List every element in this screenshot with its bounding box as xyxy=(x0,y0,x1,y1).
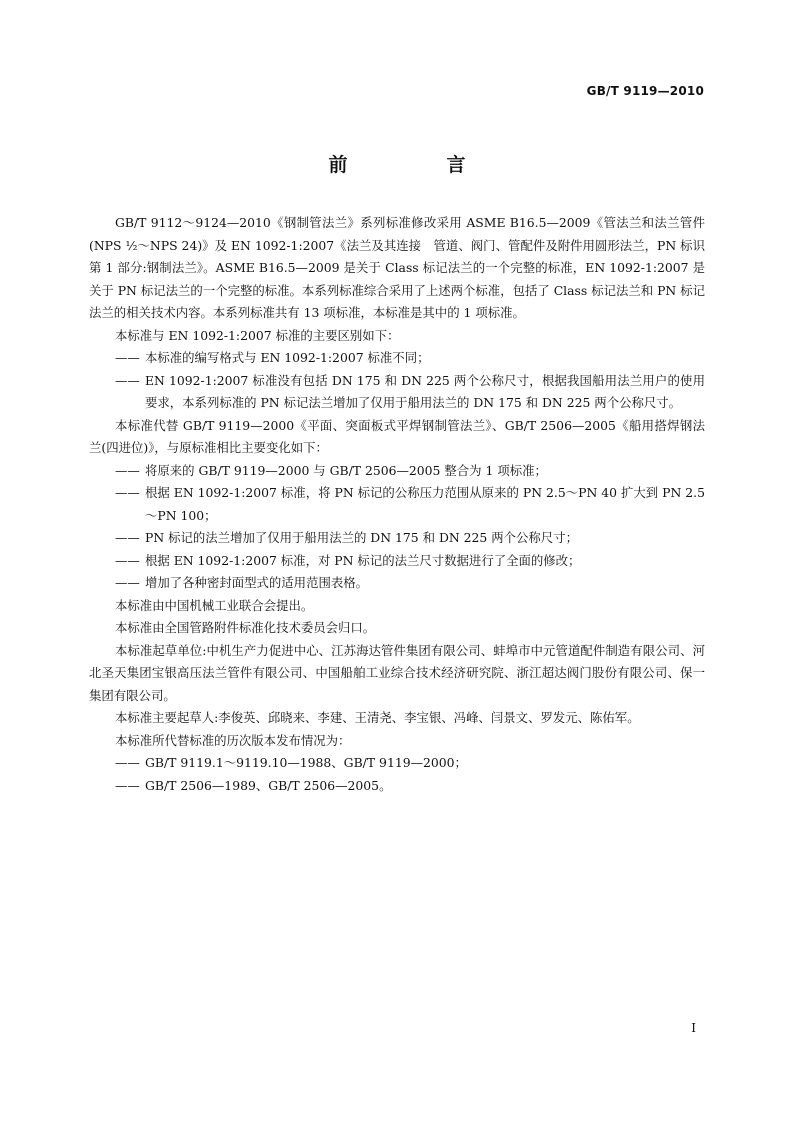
list-item xyxy=(89,550,705,573)
dash-mark: —— xyxy=(115,755,140,770)
paragraph-proposed-by: 本标准由中国机械工业联合会提出。 xyxy=(115,597,314,613)
list-item-text: GB/T 2506—1989、GB/T 2506—2005。 xyxy=(145,777,392,793)
dash-mark: —— xyxy=(115,575,140,590)
list-item xyxy=(89,572,705,595)
list-item xyxy=(89,752,705,775)
dash-mark: —— xyxy=(115,350,140,365)
paragraph-drafting-units: 本标准起草单位:中机生产力促进中心、江苏海达管件集团有限公司、蚌埠市中元管道配件制造有限公司、河北圣天集团宝银高压法兰管件有限公司、中国船舶工业综合技术经济研究院、浙江超达阀门股份有限公司、保一集团有限公司。 xyxy=(89,642,705,703)
list-item-text: 根据 EN 1092-1:2007 标准，对 PN 标记的法兰尺寸数据进行了全面的修改； xyxy=(145,552,581,568)
list-item-text: PN 标记的法兰增加了仅用于船用法兰的 DN 175 和 DN 225 两个公称尺寸； xyxy=(145,530,578,545)
list-item xyxy=(89,527,705,550)
paragraph-intro: GB/T 9112～9124—2010《钢制管法兰》系列标准修改采用 ASME B16.5—2009《管法兰和法兰管件(NPS ½～NPS 24)》及 EN 1092-1:2007《法兰及其连接 管道、阀门、管配件及附件用圆形法兰，PN 标识第 1 部分:钢制法兰》。ASME B16.5—2009 是关于 Class 标记法兰的一个完整的标准，EN 1092-1:2007 是关于 PN 标记法兰的一个完整的标准。本系列标准综合采用了上述两个标准，包括了 Class 标记法兰和 PN 标记法兰的相关技术内容。本系列标准共有 13 项标准，本标准是其中的 1 项标准。 xyxy=(89,215,705,320)
list-item xyxy=(89,370,705,415)
dash-mark: —— xyxy=(115,485,140,500)
paragraph-history: 本标准所代替标准的历次版本发布情况为： xyxy=(115,732,351,748)
paragraph-differences-intro: 本标准与 EN 1092-1:2007 标准的主要区别如下： xyxy=(115,327,400,343)
page-title: 前 言 xyxy=(328,154,506,176)
list-item-text: 根据 EN 1092-1:2007 标准，将 PN 标记的公称压力范围从原来的 PN 2.5～PN 40 扩大到 PN 2.5～PN 100； xyxy=(145,485,705,523)
list-item xyxy=(89,482,705,527)
list-item-text: EN 1092-1:2007 标准没有包括 DN 175 和 DN 225 两个公称尺寸，根据我国船用法兰用户的使用要求，本系列标准的 PN 标记法兰增加了仅用于船用法兰的 DN 175 和 DN 225 两个公称尺寸。 xyxy=(145,372,705,410)
dash-mark: —— xyxy=(115,462,140,478)
paragraph-managed-by: 本标准由全国管路附件标准化技术委员会归口。 xyxy=(115,620,376,635)
dash-mark: —— xyxy=(115,777,140,793)
dash-mark: —— xyxy=(115,372,140,388)
paragraph-drafters: 本标准主要起草人:李俊英、邱晓来、李建、王清尧、李宝银、冯峰、闫景文、罗发元、陈佑军。 xyxy=(115,710,640,725)
dash-mark: —— xyxy=(115,530,140,545)
list-item xyxy=(89,347,705,370)
dash-mark: —— xyxy=(115,552,140,568)
standard-code: GB/T 9119—2010 xyxy=(586,84,704,98)
list-item-text: 增加了各种密封面型式的适用范围表格。 xyxy=(145,575,369,590)
foreword-body xyxy=(89,212,705,797)
list-item-text: GB/T 9119.1～9119.10—1988、GB/T 9119—2000； xyxy=(145,755,467,770)
list-item-text: 将原来的 GB/T 9119—2000 与 GB/T 2506—2005 整合为 1 项标准； xyxy=(145,462,547,478)
list-item xyxy=(89,460,705,483)
list-item xyxy=(89,775,705,798)
list-item-text: 本标准的编写格式与 EN 1092-1:2007 标准不同； xyxy=(145,350,430,365)
paragraph-replaces: 本标准代替 GB/T 9119—2000《平面、突面板式平焊钢制管法兰》、GB/T 2506—2005《船用搭焊钢法兰(四进位)》，与原标准相比主要变化如下： xyxy=(89,417,705,455)
page-number: I xyxy=(691,1021,696,1035)
